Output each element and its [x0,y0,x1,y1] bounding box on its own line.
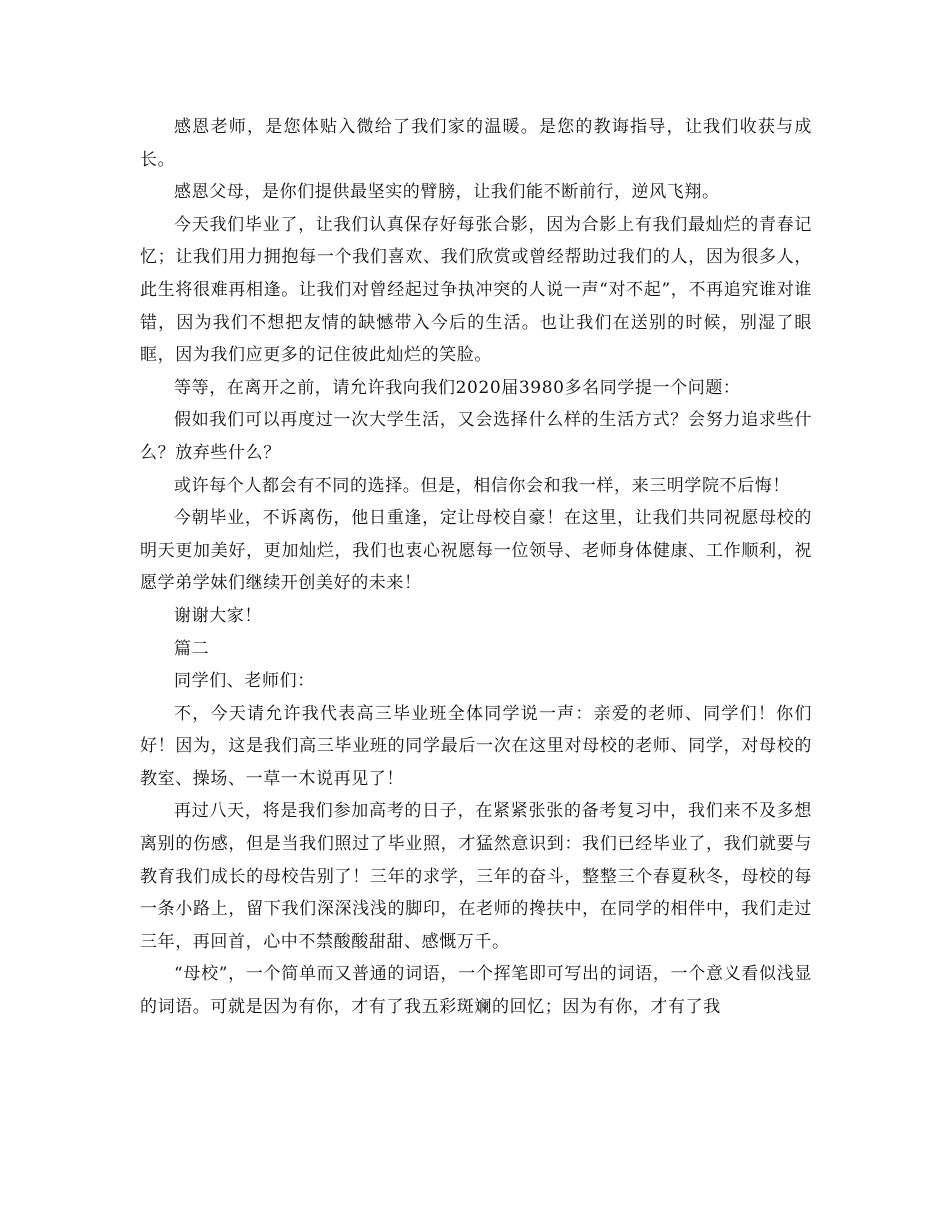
paragraph-exam-days: 再过八天，将是我们参加高考的日子，在紧紧张张的备考复习中，我们来不及多想离别的伤感，但是当我们照过了毕业照，才猛然意识到：我们已经毕业了，我们就要与教育我们成长的母校告别了！三年的求学，三年的奋斗，整整三个春夏秋冬，母校的每一条小路上，留下我们深深浅浅的脚印，在老师的搀扶中，在同学的相伴中，我们走过三年，再回首，心中不禁酸酸甜甜、感慨万千。 [140,801,812,952]
paragraph-alma-mater: “母校”，一个简单而又普通的词语，一个挥笔即可写出的词语，一个意义看似浅显的词语。可就是因为有你，才有了我五彩斑斓的回忆；因为有你，才有了我 [140,964,812,1018]
paragraph-no-regret: 或许每个人都会有不同的选择。但是，相信你会和我一样，来三明学院不后悔！ [174,475,790,496]
paragraph-greeting: 同学们、老师们： [174,671,315,692]
paragraph-graduation-memories: 今天我们毕业了，让我们认真保存好每张合影，因为合影上有我们最灿烂的青春记忆；让我们用力拥抱每一个我们喜欢、我们欣赏或曾经帮助过我们的人，因为很多人，此生将很难再相逢。让我们对曾经起过争执冲突的人说一声“对不起”，不再追究谁对谁错，因为我们不想把友情的缺憾带入今后的生活。也让我们在送别的时候，别湿了眼眶，因为我们应更多的记住彼此灿烂的笑脸。 [140,214,812,366]
paragraph-thank-parents: 感恩父母，是你们提供最坚实的臂膀，让我们能不断前行，逆风飞翔。 [174,182,720,203]
paragraph-blessings: 今朝毕业，不诉离伤，他日重逢，定让母校自豪！在这里，让我们共同祝愿母校的明天更加美好，更加灿烂，我们也衷心祝愿每一位领导、老师身体健康、工作顺利，祝愿学弟学妹们继续开创美好的未来！ [140,508,812,594]
section-heading-part-two: 篇二 [174,638,210,659]
document-body [140,111,812,1024]
paragraph-thank-teachers: 感恩老师，是您体贴入微给了我们家的温暖。是您的教诲指导，让我们收获与成长。 [140,117,812,170]
paragraph-question: 假如我们可以再度过一次大学生活，又会选择什么样的生活方式？会努力追求些什么？放弃些什么？ [140,410,812,463]
paragraph-question-intro: 等等，在离开之前，请允许我向我们2020届3980多名同学提一个问题： [174,377,741,398]
paragraph-farewell: 不，今天请允许我代表高三毕业班全体同学说一声：亲爱的老师、同学们！你们好！因为，这是我们高三毕业班的同学最后一次在这里对母校的老师、同学，对母校的教室、操场、一草一木说再见了！ [140,703,812,789]
paragraph-thanks: 谢谢大家！ [174,605,262,626]
